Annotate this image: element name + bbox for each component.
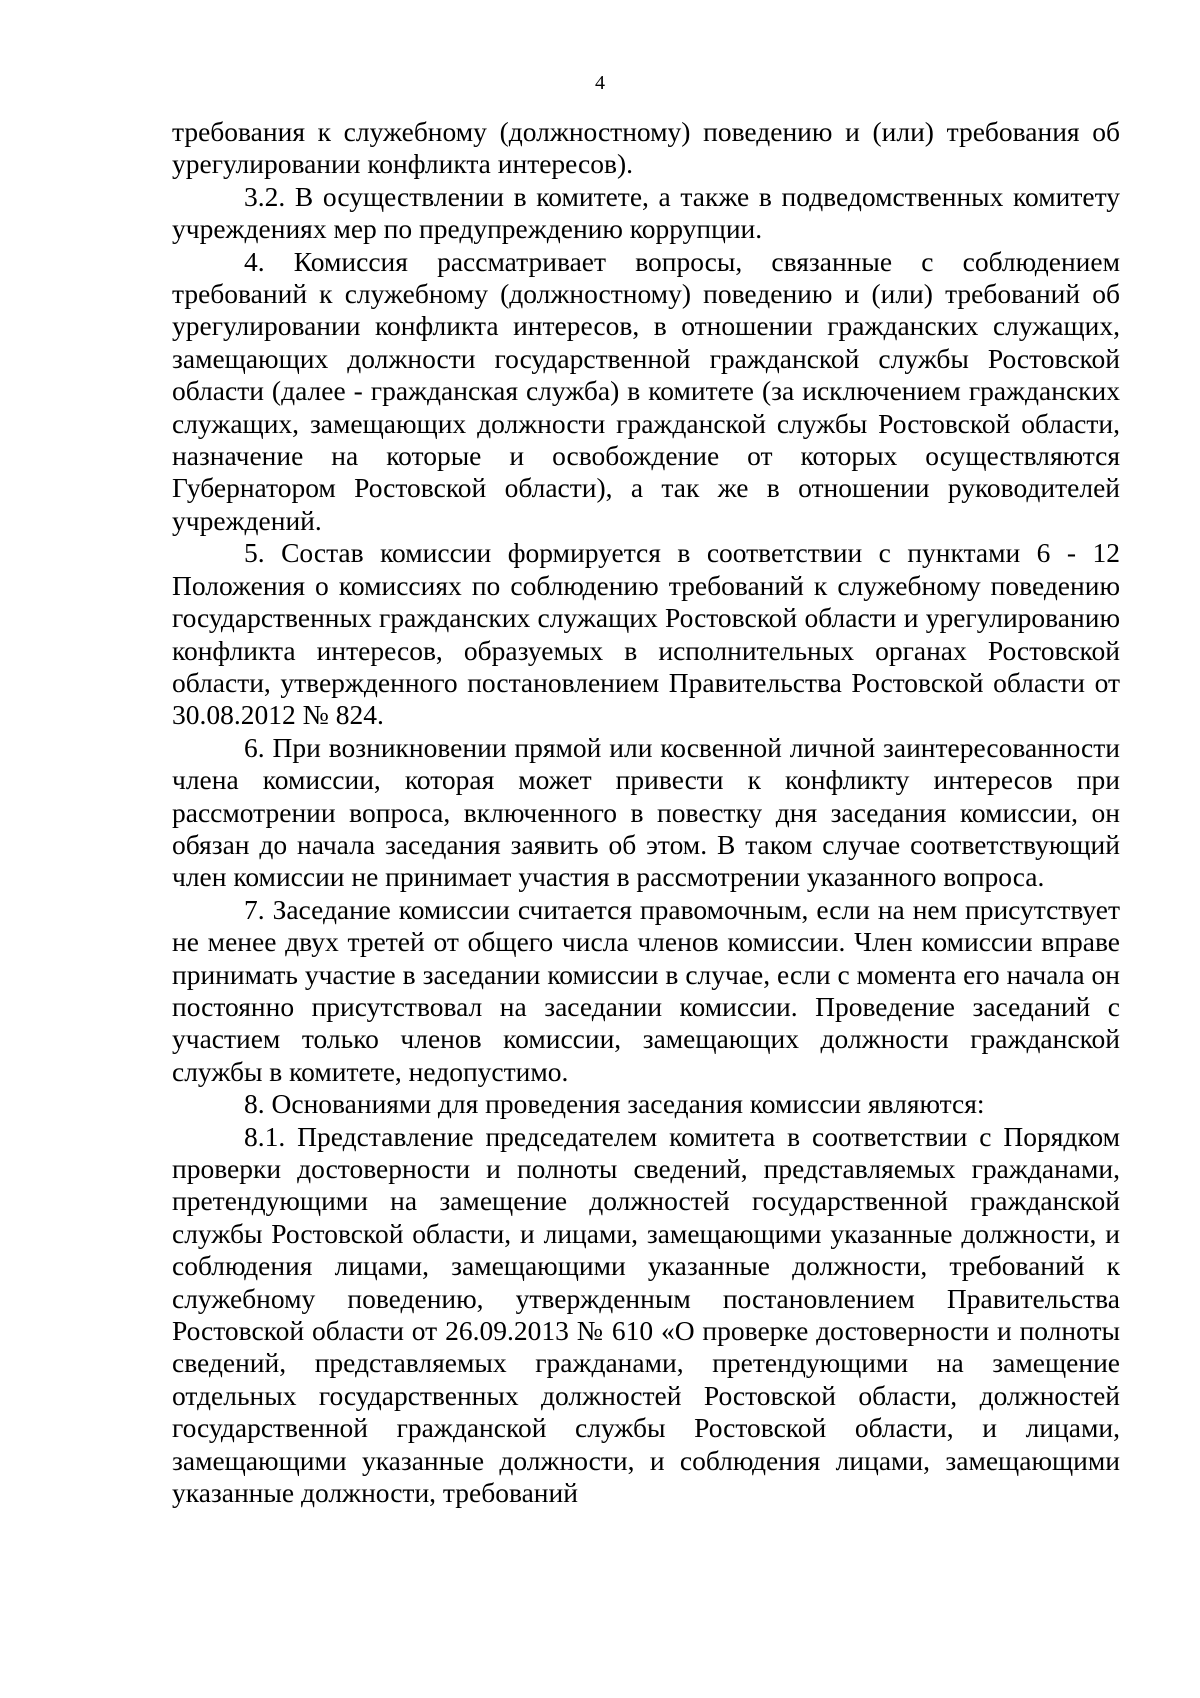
- paragraph-continuation: требования к служебному (должностному) поведению и (или) требования об урегулировании конфликта интересов).: [172, 116, 1120, 180]
- document-body: [172, 116, 1120, 1509]
- paragraph-4: 4. Комиссия рассматривает вопросы, связанные с соблюдением требований к служебному (должностному) поведению и (или) требований об урегулировании конфликта интересов, в отношении гражданских служащих, замещающих должности государственной гражданской службы Ростовской области (далее - гражданская служба) в комитете (за исключением гражданских служащих, замещающих должности гражданской службы Ростовской области, назначение на которые и освобождение от которых осуществляются Губернатором Ростовской области), а так же в отношении руководителей учреждений.: [172, 245, 1120, 536]
- page-number: 4: [595, 72, 605, 94]
- paragraph-8-1: 8.1. Представление председателем комитета в соответствии с Порядком проверки достоверности и полноты сведений, представляемых гражданами, претендующими на замещение должностей государственной гражданской службы Ростовской области, и лицами, замещающими указанные должности, и соблюдения лицами, замещающими указанные должности, требований к служебному поведению, утвержденным постановлением Правительства Ростовской области от 26.09.2013 № 610 «О проверке достоверности и полноты сведений, представляемых гражданами, претендующими на замещение отдельных государственных должностей Ростовской области, должностей государственной гражданской службы Ростовской области, и лицами, замещающими указанные должности, и соблюдения лицами, замещающими указанные должности, требований: [172, 1120, 1120, 1509]
- paragraph-8: 8. Основаниями для проведения заседания комиссии являются:: [244, 1088, 985, 1120]
- paragraph-3-2: 3.2. В осуществлении в комитете, а также в подведомственных комитету учреждениях мер по предупреждению коррупции.: [172, 180, 1120, 245]
- paragraph-6: 6. При возникновении прямой или косвенной личной заинтересованности члена комиссии, которая может привести к конфликту интересов при рассмотрении вопроса, включенного в повестку дня заседания комиссии, он обязан до начала заседания заявить об этом. В таком случае соответствующий член комиссии не принимает участия в рассмотрении указанного вопроса.: [172, 731, 1120, 893]
- paragraph-7: 7. Заседание комиссии считается правомочным, если на нем присутствует не менее двух третей от общего числа членов комиссии. Член комиссии вправе принимать участие в заседании комиссии в случае, если с момента его начала он постоянно присутствовал на заседании комиссии. Проведение заседаний с участием только членов комиссии, замещающих должности гражданской службы в комитете, недопустимо.: [172, 893, 1120, 1087]
- paragraph-5: 5. Состав комиссии формируется в соответствии с пунктами 6 - 12 Положения о комиссиях по соблюдению требований к служебному поведению государственных гражданских служащих Ростовской области и урегулированию конфликта интересов, образуемых в исполнительных органах Ростовской области, утвержденного постановлением Правительства Ростовской области от 30.08.2012 № 824.: [172, 537, 1120, 731]
